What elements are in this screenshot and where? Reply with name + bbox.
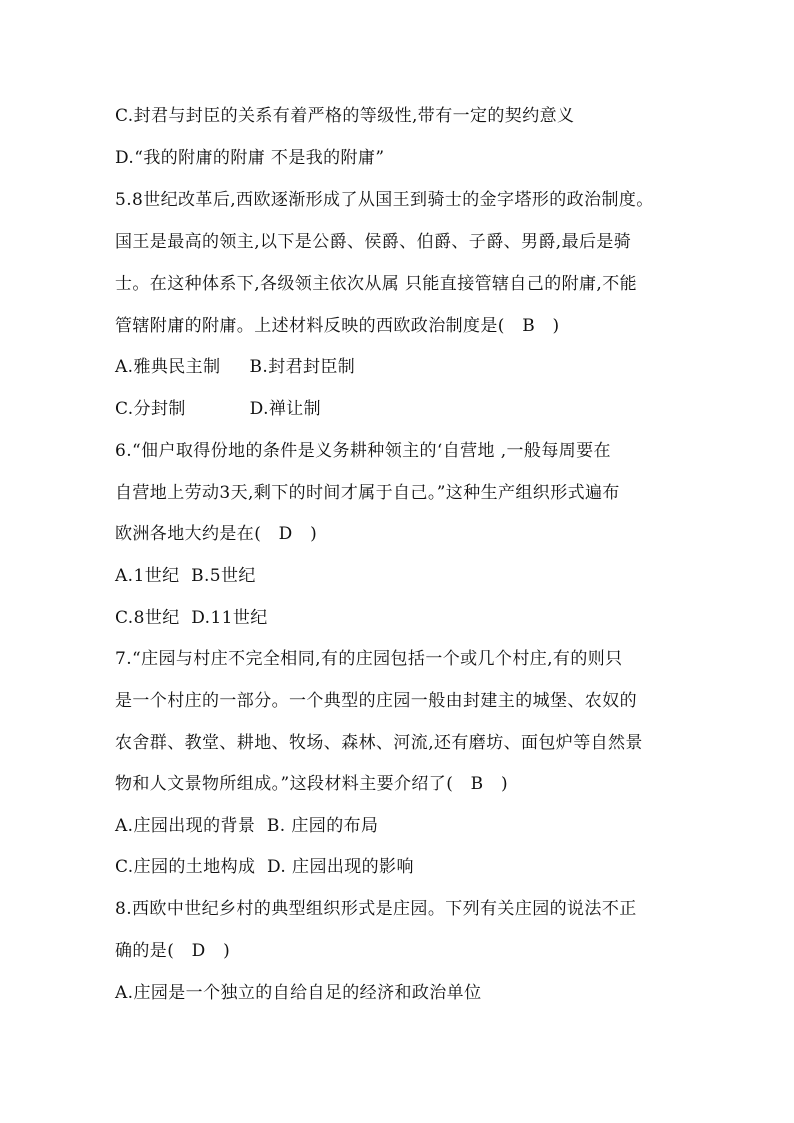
question-6-line-1: 6.“佃户取得份地的条件是义务耕种领主的‘自营地 ,一般每周要在	[115, 441, 611, 461]
options-cd-q6: C.8世纪 D.11世纪	[115, 608, 268, 628]
options-cd-q5: C.分封制 D.禅让制	[115, 399, 322, 419]
question-5-line-4: 管辖附庸的附庸。上述材料反映的西欧政治制度是( B )	[115, 316, 560, 336]
option-c-q4: C.封君与封臣的关系有着严格的等级性,带有一定的契约意义	[115, 106, 575, 126]
question-5-line-2: 国王是最高的领主,以下是公爵、侯爵、伯爵、子爵、男爵,最后是骑	[115, 232, 632, 252]
options-ab-q5: A.雅典民主制 B.封君封臣制	[115, 357, 356, 377]
question-5-line-3: 士。在这种体系下,各级领主依次从属 只能直接管辖自己的附庸,不能	[115, 274, 638, 294]
options-ab-q7: A.庄园出现的背景 B. 庄园的布局	[115, 816, 379, 836]
question-7-line-1: 7.“庄园与村庄不完全相同,有的庄园包括一个或几个村庄,有的则只	[115, 649, 623, 669]
option-a-q8: A.庄园是一个独立的自给自足的经济和政治单位	[115, 983, 482, 1003]
question-5-line-1: 5.8世纪改革后,西欧逐渐形成了从国王到骑士的金字塔形的政治制度。	[115, 190, 654, 210]
question-8-line-1: 8.西欧中世纪乡村的典型组织形式是庄园。下列有关庄园的说法不正	[115, 899, 637, 919]
option-d-q4: D.“我的附庸的附庸 不是我的附庸”	[115, 148, 385, 168]
question-6-line-2: 自营地上劳动3天,剩下的时间才属于自己。”这种生产组织形式遍布	[115, 483, 620, 503]
options-cd-q7: C.庄园的土地构成 D. 庄园出现的影响	[115, 857, 414, 877]
question-7-line-2: 是一个村庄的一部分。一个典型的庄园一般由封建主的城堡、农奴的	[115, 691, 637, 711]
question-7-line-4: 物和人文景物所组成。”这段材料主要介绍了( B )	[115, 774, 508, 794]
question-7-line-3: 农舍群、教堂、耕地、牧场、森林、河流,还有磨坊、面包炉等自然景	[115, 733, 643, 753]
options-ab-q6: A.1世纪 B.5世纪	[115, 566, 256, 586]
question-8-line-2: 确的是( D )	[115, 941, 231, 961]
question-6-line-3: 欧洲各地大约是在( D )	[115, 524, 318, 544]
